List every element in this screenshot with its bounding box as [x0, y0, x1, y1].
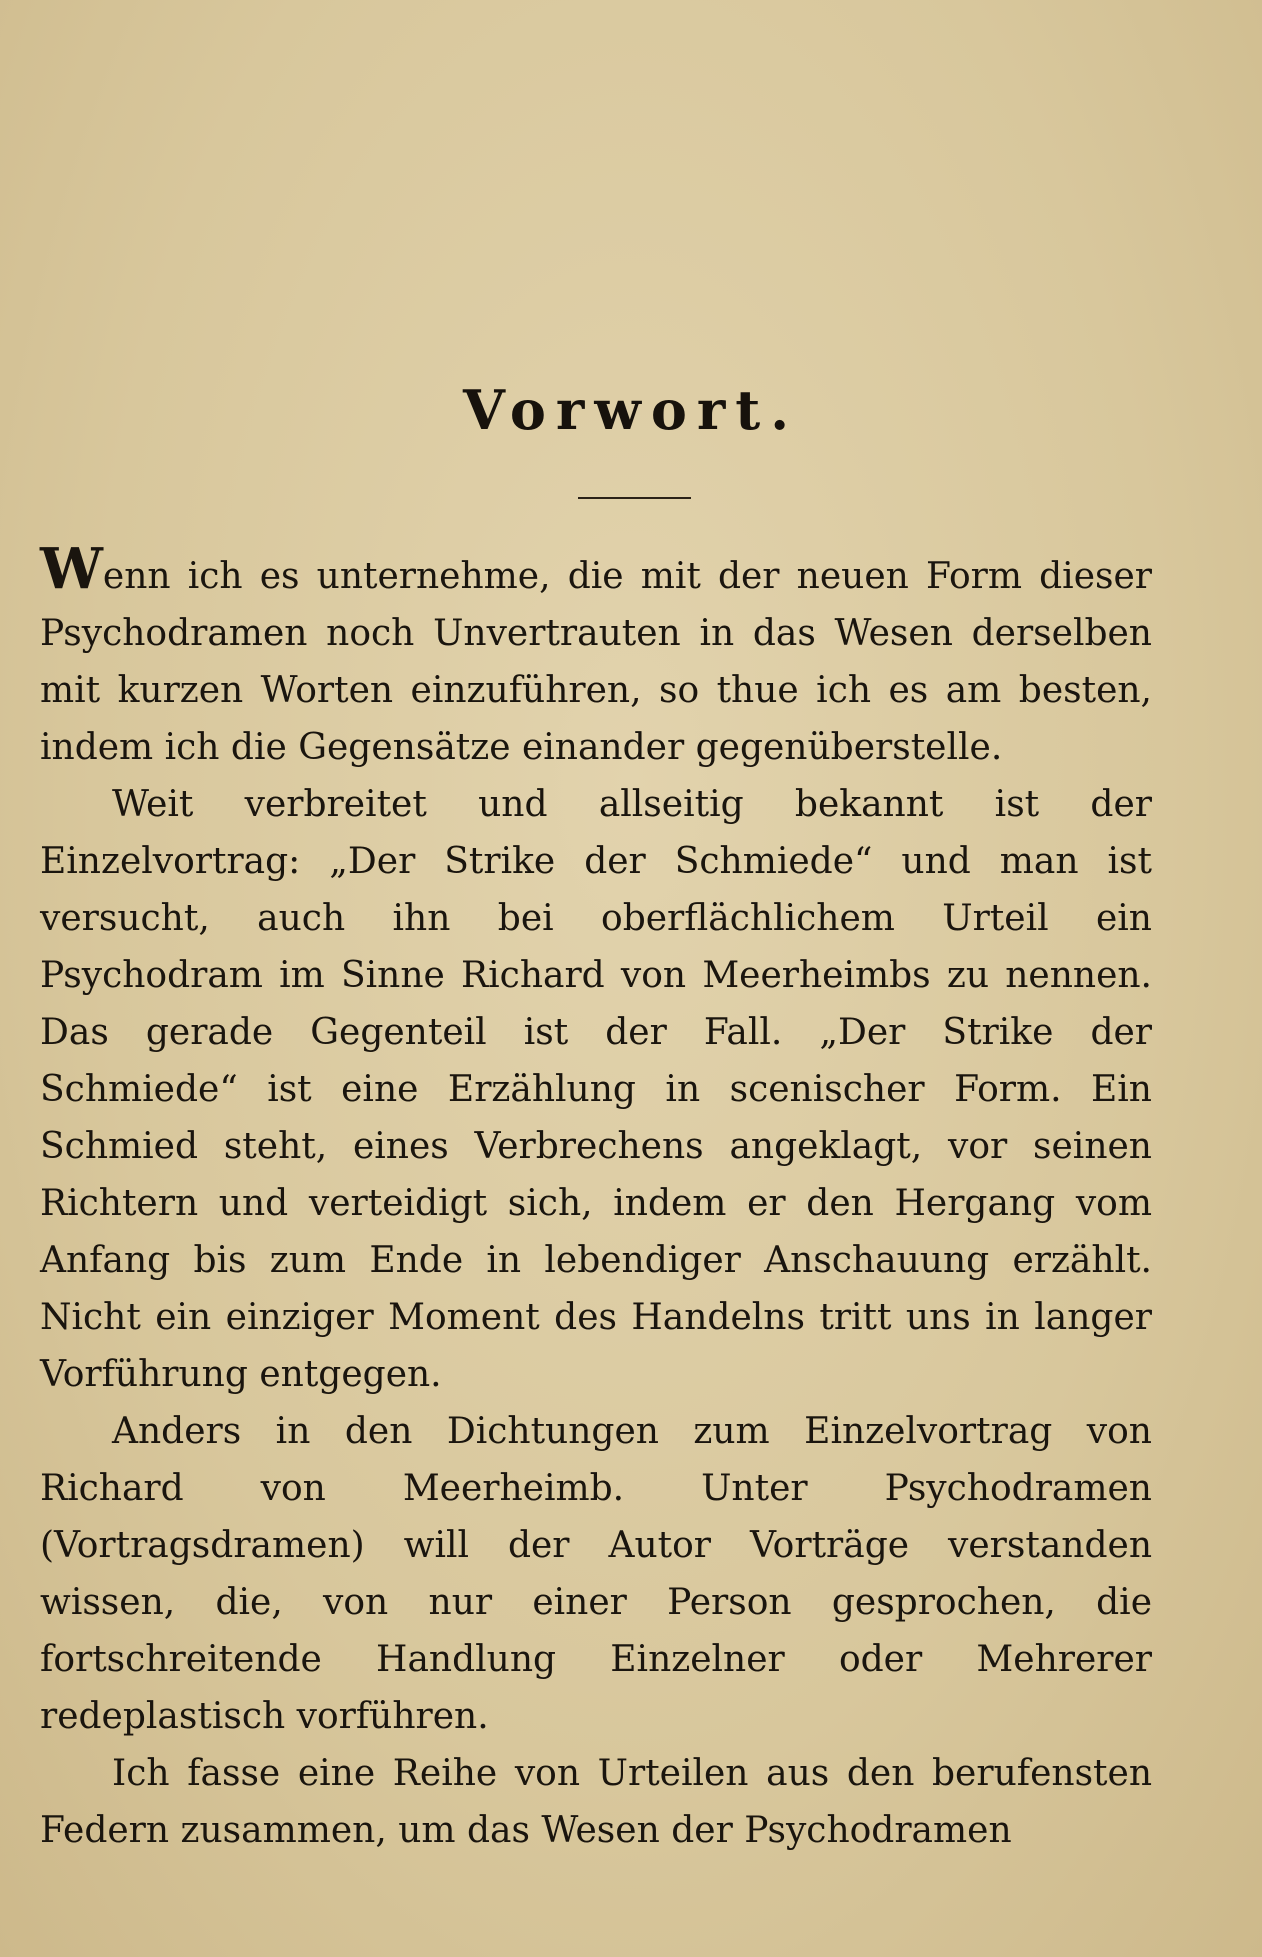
paragraph-1 [40, 536, 1152, 776]
page-title: Vorwort. [462, 378, 800, 442]
paragraph-2: Weit verbreitet und allseitig bekannt ist der Einzelvortrag: „Der Strike der Schmiede“ und man ist versucht, auch ihn bei oberflächlichem Urteil ein Psychodram im Sinne Richard von Meerheimbs zu nennen. Das gerade Gegenteil ist der Fall. „Der Strike der Schmiede“ ist eine Erzählung in scenischer Form. Ein Schmied steht, eines Verbrechens angeklagt, vor seinen Richtern und verteidigt sich, indem er den Hergang vom Anfang bis zum Ende in lebendiger Anschauung erzählt. Nicht ein einziger Moment des Handelns tritt uns in langer Vorführung entgegen. [40, 784, 1152, 1395]
title-divider [578, 497, 691, 499]
paragraph-1-text: enn ich es unternehme, die mit der neuen Form dieser Psychodramen noch Unvertrauten in das Wesen derselben mit kurzen Worten einzuführen, so thue ich es am besten, indem ich die Gegensätze einander gegenüberstelle. [40, 556, 1152, 768]
paragraph-3: Anders in den Dichtungen zum Einzelvortrag von Richard von Meerheimb. Unter Psychodramen (Vortragsdramen) will der Autor Vorträge verstanden wissen, die, von nur einer Person gesprochen, die fortschreitende Handlung Einzelner oder Mehrerer redeplastisch vorführen. [40, 1411, 1152, 1737]
body-text [40, 536, 1152, 1859]
drop-cap-initial: W [40, 536, 103, 602]
paragraph-4: Ich fasse eine Reihe von Urteilen aus den berufensten Federn zusammen, um das Wesen der Psychodramen [40, 1753, 1152, 1851]
bleed-through-shadow [40, 20, 1220, 560]
